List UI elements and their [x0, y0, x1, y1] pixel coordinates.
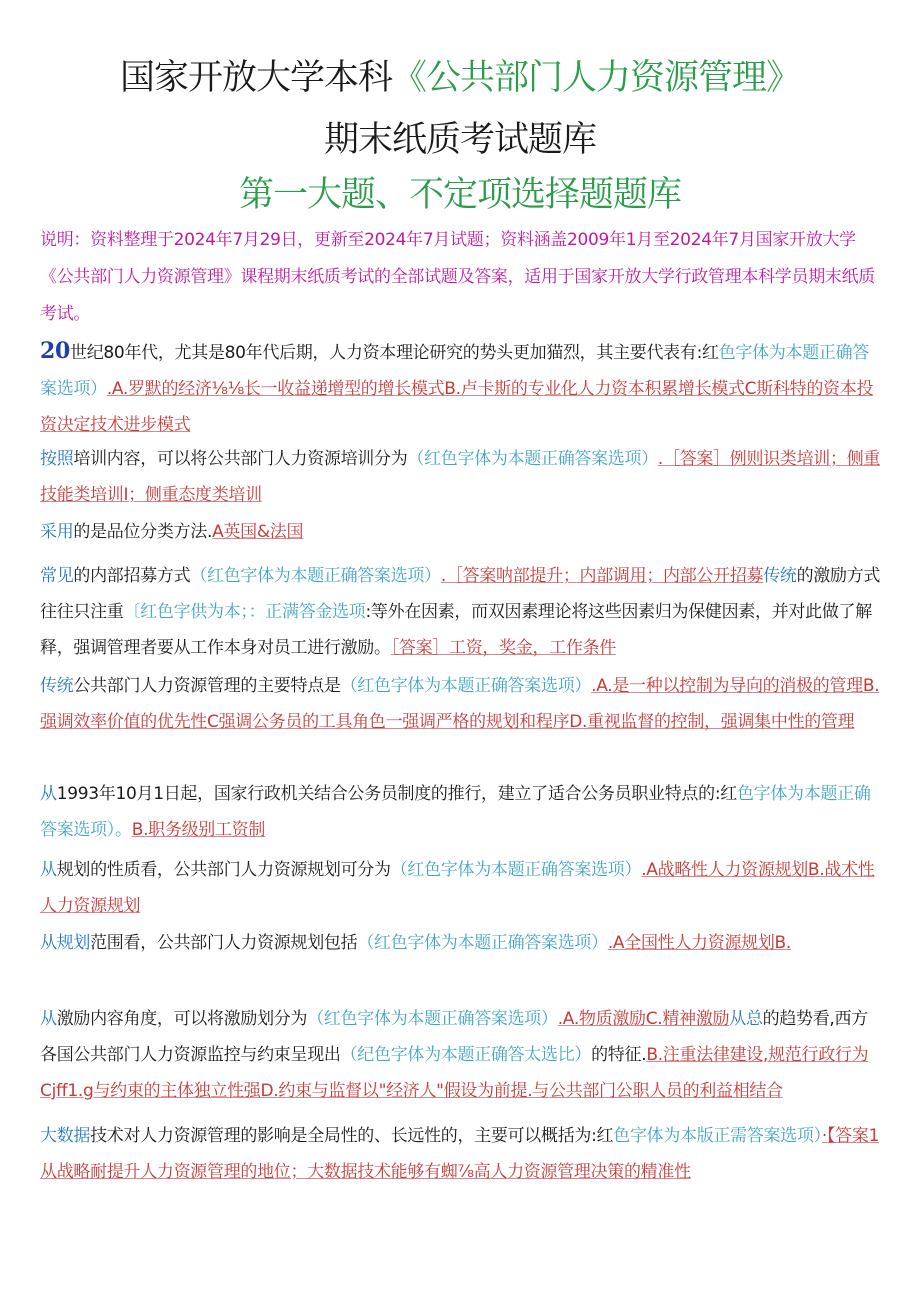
question-stem: 的是品位分类方法.	[73, 522, 213, 542]
answer-text: .A.物质激励C.精神激励	[557, 1009, 730, 1029]
question-item	[40, 925, 882, 961]
description-note: 说明：资料整理于2024年7月29日，更新至2024年7月试题；资料涵盖2009年1月至2024年7月国家开放大学《公共部门人力资源管理》课程期末纸质考试的全部试题及答案，适用于国家开放大学行政管理本科学员期末纸质考试。	[40, 230, 875, 324]
answer-hint: 色字体为本版正需答案选项）	[613, 1126, 822, 1146]
answer-hint: （红色字体为本题正确答案选项）	[307, 1009, 558, 1029]
answer-text: .［答案］例则识类培训；侧重技能类培训I；侧重态度类培训	[40, 449, 881, 505]
answer-hint: （红色字体为本题正确答案选项）	[407, 449, 658, 469]
question-stem: 的激励方式往往只注重	[40, 566, 881, 622]
answer-hint: 〔红色字供为本；：正满答金选项	[123, 602, 366, 622]
answer-text: .A战略性人力资源规划B.战术性人力资源规划	[40, 860, 875, 916]
question-stem: 范围看，公共部门人力资源规划包括	[90, 933, 358, 953]
question-item	[40, 441, 882, 513]
question-stem: 激励内容角度，可以将激励划分为	[56, 1009, 308, 1029]
section-heading: 第一大题、不定项选择题题库	[238, 175, 681, 215]
document-title	[0, 50, 920, 100]
title-prefix: 国家开放大学本科	[119, 58, 392, 98]
answer-text: ·【答案1从战略耐提升人力资源管理的地位；大数据技术能够有蜘⅞高人力资源管理决策的精准性	[40, 1126, 880, 1182]
question-stem: 培训内容，可以将公共部门人力资源培训分为	[73, 449, 408, 469]
question-lead: 传统	[40, 676, 74, 696]
question-lead: 从总	[729, 1009, 763, 1029]
question-stem: 技术对人力资源管理的影响是全局性的、长远性的，主要可以概括为:红	[90, 1126, 614, 1146]
question-lead: 常见	[40, 566, 74, 586]
question-item	[40, 1118, 882, 1190]
question-lead: 大数据	[40, 1126, 91, 1146]
subtitle-part1: 期末纸质考	[323, 120, 494, 160]
answer-hint: （红色字体为本题正确答案选项）	[340, 676, 592, 696]
course-name: 《公共部门人力资源管理》	[392, 58, 801, 98]
question-stem: 世纪80年代，尤其是80年代后期，人力资本理论研究的势头更加猫烈，其主要代表有:红	[70, 343, 719, 363]
answer-text: .A全国性人力资源规划B.	[607, 933, 792, 953]
question-lead: 从	[40, 860, 57, 880]
question-lead: 从	[40, 1009, 57, 1029]
question-stem: 公共部门人力资源管理的主要特点是	[73, 676, 341, 696]
answer-hint: （纪色字体为本题正确答太选比）	[340, 1045, 592, 1065]
document-subtitle	[0, 112, 920, 162]
answer-text: B.注重法律建设,规范行政行为Cjff1.g与约束的主体独立性强D.约束与监督以"经济人"假设为前提.与公共部门公职人员的利益相结合	[40, 1045, 869, 1101]
question-stem: 的特征.	[591, 1045, 647, 1065]
answer-text: .A.是一种以控制为导向的消极的管理B.强调效率价值的优先性C强调公务员的工具角色一强调严格的规划和程序D.重视监督的控制，强调集中性的管理	[40, 676, 880, 732]
question-stem: :等外在因素，而双因素理论将这些因素归为保健因素，并对此做了解释，强调管理者要从工作本身对员工进行激励。	[40, 602, 872, 658]
answer-hint: （红色字体为本题正确答案选项）	[190, 566, 441, 586]
question-lead: 从规划	[40, 933, 91, 953]
question-lead: 传统	[763, 566, 797, 586]
question-stem: 的内部招募方式	[73, 566, 191, 586]
subtitle-part2: 试题库	[494, 120, 597, 160]
answer-text: .［答案呐部提升；内部调用；内部公开招募	[440, 566, 764, 586]
answer-hint: 色字体为本题正确答案选项）。	[40, 784, 871, 840]
question-item	[40, 668, 882, 740]
answer-hint: （红色字体为本题正确答案选项）	[390, 860, 642, 880]
question-item	[40, 1001, 882, 1109]
question-item	[40, 333, 882, 443]
question-item	[40, 776, 882, 848]
question-lead: 从	[40, 784, 57, 804]
question-lead: 采用	[40, 522, 74, 542]
question-lead: 20	[40, 338, 71, 364]
question-item	[40, 514, 882, 550]
answer-text: .A.罗默的经济⅛⅛长一收益递增型的增长模式B.卢卡斯的专业化人力资本积累增长模式C斯科特的资本投资决定技术进步模式	[40, 379, 874, 435]
answer-hint: 色字体为本题正确答案选项）	[40, 343, 870, 399]
question-stem: 的趋势看,西方各国公共部门人力资源监控与约束呈现出	[40, 1009, 868, 1065]
answer-text: A英国&法国	[212, 522, 304, 542]
question-item	[40, 558, 882, 666]
answer-hint: （红色字体为本题正确答案选项）	[357, 933, 608, 953]
question-item	[40, 852, 882, 924]
answer-text: ［答案］工资，奖金，工作条件	[390, 638, 617, 658]
question-stem: 规划的性质看，公共部门人力资源规划可分为	[56, 860, 391, 880]
question-lead: 按照	[40, 449, 74, 469]
answer-text: B.职务级别工资制	[131, 820, 266, 840]
question-stem: 1993年10月1日起，国家行政机关结合公务员制度的推行，建立了适合公务员职业特点的:红	[56, 784, 737, 804]
